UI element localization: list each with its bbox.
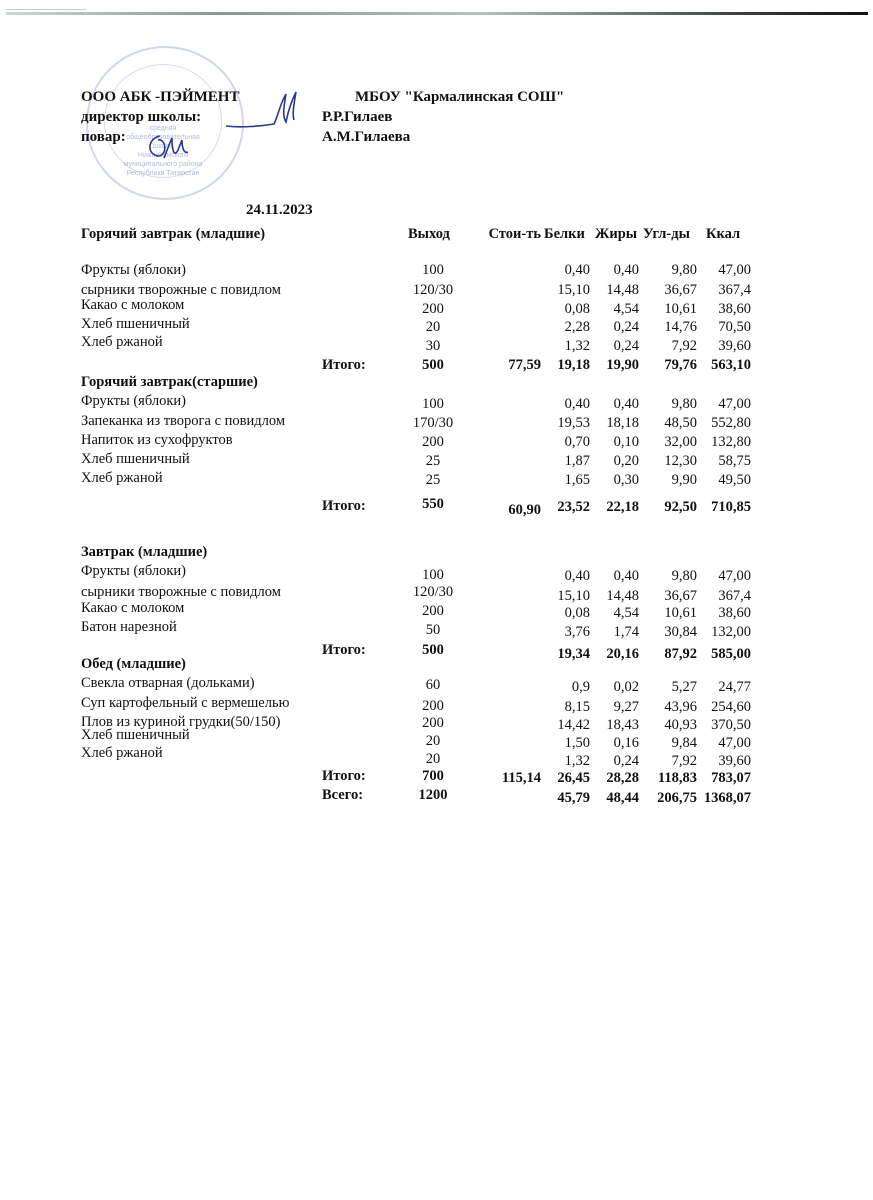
section-title: Горячий завтрак (младшие) [81,226,266,242]
director-name: Р.Р.Гилаев [322,109,393,125]
table-row: Хлеб пшеничный 20 1,50 0,16 9,84 47,00 [81,727,751,751]
org-left: ООО АБК -ПЭЙМЕНТ [81,89,240,105]
col-header-kcal: Ккал [706,226,741,242]
table-row: Плов из куриной грудки(50/150) 200 14,42 18,43 40,93 370,50 [81,714,751,733]
menu-date: 24.11.2023 [246,202,313,218]
col-header-cost: Стои-ть [489,226,541,242]
table-row: Фрукты (яблоки) 100 0,40 0,40 9,80 47,00 [81,393,751,412]
total-row: Итого: 500 77,59 19,18 19,90 79,76 563,10 [322,357,751,373]
director-signature-icon [222,86,302,136]
section-title: Горячий завтрак(старшие) [81,374,258,390]
table-row: Хлеб пшеничный 20 2,28 0,24 14,76 70,50 [81,316,751,335]
table-row: Хлеб пшеничный 25 1,87 0,20 12,30 58,75 [81,451,751,469]
total-row: Итого: 700 115,14 26,45 28,28 118,83 783,07 [322,768,751,786]
stamp-text: средняя общеобразовательная школа Нижнекамского муниципального района Республики Татарстан [123,125,203,177]
table-row: Какао с молоком 200 0,08 4,54 10,61 38,60 [81,600,751,621]
col-header-ugl: Угл-ды [643,226,690,242]
table-row: сырники творожные с повидлом 120/30 15,10 14,48 36,67 367,4 [81,584,751,604]
director-label: директор школы: [81,109,202,125]
scan-top-border [6,12,868,15]
table-row: Запеканка из творога с повидлом 170/30 19,53 18,18 48,50 552,80 [81,413,751,431]
scan-edge-mark [6,9,86,10]
total-row: Итого: 550 60,90 23,52 22,18 92,50 710,85 [322,496,751,518]
table-row: Какао с молоком 200 0,08 4,54 10,61 38,60 [81,297,751,317]
total-row: Итого: 500 19,34 20,16 87,92 585,00 [322,642,751,662]
table-row: Фрукты (яблоки) 100 0,40 0,40 9,80 47,00 [81,262,751,278]
col-header-vyhod: Выход [408,226,450,242]
section-title: Завтрак (младшие) [81,544,208,560]
table-row: Напиток из сухофруктов 200 0,70 0,10 32,00 132,80 [81,432,751,450]
section-title: Обед (младшие) [81,656,186,672]
cook-label: повар: [81,129,126,145]
table-row: Батон нарезной 50 3,76 1,74 30,84 132,00 [81,619,751,640]
table-row: Хлеб ржаной 25 1,65 0,30 9,90 49,50 [81,470,751,488]
table-row: Хлеб ржаной 20 1,32 0,24 7,92 39,60 [81,745,751,769]
cook-signature-icon [142,128,192,168]
table-row: Свекла отварная (дольками) 60 0,9 0,02 5,27 24,77 [81,675,751,695]
cook-name: А.М.Гилаева [322,129,411,145]
col-header-bel: Белки [544,226,585,242]
table-row: Хлеб ржаной 30 1,32 0,24 7,92 39,60 [81,334,751,354]
table-row: сырники творожные с повидлом 120/30 15,10 14,48 36,67 367,4 [81,282,751,298]
col-header-zhir: Жиры [595,226,638,242]
grand-total-row: Всего: 1200 45,79 48,44 206,75 1368,07 [322,787,751,806]
org-right: МБОУ "Кармалинская СОШ" [355,89,565,105]
table-row: Фрукты (яблоки) 100 0,40 0,40 9,80 47,00 [81,563,751,584]
table-row: Суп картофельный с вермешелью 200 8,15 9,27 43,96 254,60 [81,695,751,715]
